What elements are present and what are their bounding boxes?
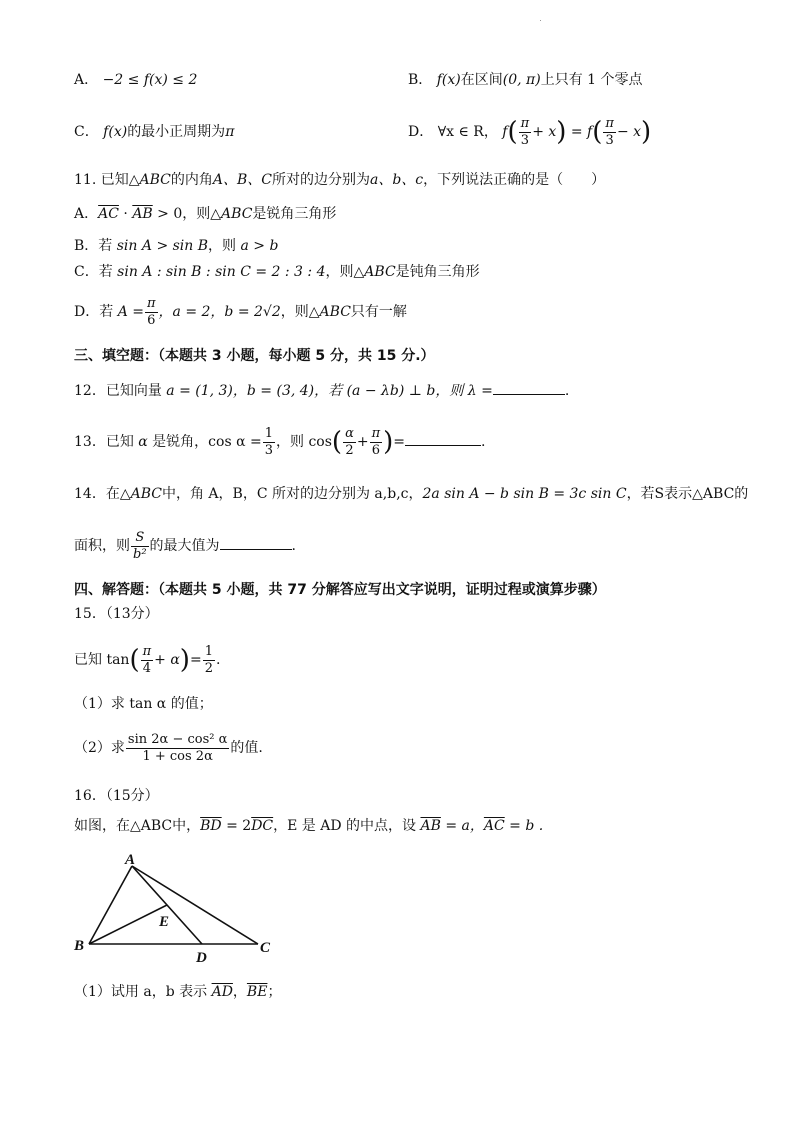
answer-blank[interactable] (493, 394, 565, 395)
frac-num: π (520, 115, 530, 131)
text: ，若S表示△ABC的 (626, 486, 749, 502)
answer-blank[interactable] (220, 549, 292, 550)
frac-den: b² (133, 546, 147, 562)
equals: = (189, 652, 202, 668)
option-f: f (502, 124, 508, 140)
vector-ad: $\overline{AD}$ (211, 984, 233, 1000)
text: ，则 (208, 238, 241, 254)
text: 的最大值为 (149, 538, 220, 554)
text: 中，角 A，B，C 所对的边分别为 a,b,c， (161, 486, 423, 502)
text: ，E 是 AD 的中点，设 (273, 818, 421, 834)
triangle-name: ABC (221, 206, 253, 222)
eq-f: = f (570, 124, 593, 140)
vector-b: ，b = (3, 4) (232, 383, 315, 399)
fraction (603, 116, 616, 149)
text: ； (267, 984, 282, 1000)
triangle-name: ABC (364, 264, 396, 280)
text: 是钝角三角形 (395, 264, 480, 280)
period: . (481, 434, 486, 450)
comma: ， (232, 984, 247, 1000)
text: （2）求 (74, 740, 125, 756)
option-fx: f(x) (103, 124, 128, 140)
fraction (370, 426, 383, 459)
q14-line2 (74, 526, 296, 566)
cond: sin A : sin B : sin C = 2 : 3 : 4 (117, 264, 326, 280)
period: . (215, 652, 221, 668)
text: 是锐角，cos α = (147, 434, 262, 450)
triangle-name: ABC (130, 486, 162, 502)
frac-num: π (146, 295, 156, 311)
equals: = (393, 434, 406, 450)
q12 (74, 381, 569, 401)
label-a: A (125, 852, 136, 868)
paren-right: ) (179, 645, 190, 675)
frac-den: 6 (371, 442, 380, 458)
text: ，下列说法正确的是（ ） (423, 172, 606, 188)
frac-den: 3 (264, 442, 274, 458)
text: 11. 已知△ (74, 172, 140, 188)
section-3-heading: 三、填空题：（本题共 3 小题，每小题 5 分，共 15 分.） (74, 348, 435, 364)
fraction (203, 644, 215, 677)
fraction (519, 116, 532, 149)
fraction (141, 644, 154, 677)
q15-number: 15．（13分） (74, 606, 159, 622)
section-4-heading: 四、解答题：（本题共 5 小题，共 77 分解答应写出文字说明，证明过程或演算步骤） (74, 582, 606, 598)
frac-den: 1 + cos 2α (142, 748, 213, 764)
fraction (131, 530, 149, 563)
segment-be (89, 905, 170, 944)
frac-den: 2 (204, 660, 213, 676)
a-eq: A = (117, 304, 144, 320)
vector-a: a = (1, 3) (166, 383, 233, 399)
option-letter: D． (408, 124, 434, 140)
sides: a、b、c (369, 172, 424, 188)
option-pi: π (225, 124, 235, 140)
frac-den: 3 (605, 132, 614, 148)
minus-x: − x (616, 124, 642, 140)
label-b: B (74, 938, 85, 954)
q11-option-b (74, 236, 278, 256)
plus: + (356, 434, 369, 450)
option-text: 的最小正周期为 (127, 124, 226, 140)
option-letter: D．若 (74, 304, 118, 320)
text: ，则 cos (276, 434, 332, 450)
triangle-figure (70, 848, 290, 968)
conditions: ，a = 2，b = 2√2 (158, 304, 281, 320)
option-math: −2 ≤ f(x) ≤ 2 (102, 72, 198, 88)
q15-part2 (74, 728, 263, 768)
text: = a， (440, 818, 484, 834)
vector-bd: $\overline{BD}$ (200, 818, 222, 834)
option-10-c (74, 122, 234, 142)
option-interval: (0, π) (502, 72, 541, 88)
frac-num: S (131, 530, 149, 547)
q13 (74, 422, 485, 462)
result: a > b (240, 238, 279, 254)
paren-left: ( (129, 645, 140, 675)
text: 12．已知向量 (74, 383, 167, 399)
frac-num: π (142, 643, 152, 659)
cond: > 0 (152, 206, 183, 222)
frac-num: sin 2α − cos² α (127, 731, 228, 747)
vector-ab: $\overline{AB}$ (132, 206, 153, 222)
frac-num: 1 (204, 643, 213, 659)
text: 所对的边分别为 (271, 172, 370, 188)
q11-option-d (74, 294, 407, 330)
q11-option-c (74, 262, 480, 282)
paren-right: ) (383, 427, 394, 457)
option-10-b (408, 70, 643, 90)
option-letter: A． (74, 72, 99, 88)
text: 只有一解 (350, 304, 407, 320)
frac-num: π (371, 425, 381, 441)
text: ，则△ (325, 264, 365, 280)
dot: · (118, 206, 133, 222)
text: （1）试用 a，b 表示 (74, 984, 212, 1000)
q16-part1 (74, 982, 281, 1002)
paren-left: ( (331, 427, 343, 457)
text: = 2 (221, 818, 252, 834)
option-text: 在区间 (460, 72, 503, 88)
cond: sin A > sin B (116, 238, 209, 254)
condition: ，若 (a − λb) ⊥ b (314, 383, 436, 399)
frac-num: 1 (264, 425, 274, 441)
text: ，则△ (182, 206, 222, 222)
vector-ac: $\overline{AC}$ (98, 206, 119, 222)
frac-num: π (605, 115, 614, 131)
q11-option-a (74, 204, 336, 224)
paren-left: ( (592, 117, 603, 147)
vector-be: $\overline{BE}$ (246, 984, 268, 1000)
paren-left: ( (507, 117, 518, 147)
vector-dc: $\overline{DC}$ (251, 818, 274, 834)
fraction (263, 426, 275, 459)
frac-den: 6 (147, 312, 156, 328)
frac-den: 2 (345, 442, 354, 458)
q11-stem (74, 170, 605, 190)
q16-number: 16．（15分） (74, 788, 159, 804)
text: = b . (504, 818, 544, 834)
text: 14．在△ (74, 486, 131, 502)
ask: ，则 λ = (435, 383, 493, 399)
q15-given (74, 640, 220, 680)
text: 是锐角三角形 (252, 206, 337, 222)
triangle-name: ABC (319, 304, 351, 320)
text: ，则△ (280, 304, 320, 320)
equation: 2a sin A − b sin B = 3c sin C (422, 486, 627, 502)
vector-ab: $\overline{AB}$ (420, 818, 441, 834)
option-letter: B．若 (74, 238, 117, 254)
period: . (564, 383, 570, 399)
plus-x: + x (532, 124, 557, 140)
paren-right: ) (641, 117, 652, 147)
option-10-d (408, 114, 651, 150)
option-letter: C．若 (74, 264, 118, 280)
answer-blank[interactable] (405, 445, 481, 446)
text: 的内角 (170, 172, 213, 188)
angles: A、B、C (212, 172, 272, 188)
option-text: 上只有 1 个零点 (540, 72, 643, 88)
q14-line1 (74, 484, 748, 504)
text: 13．已知 (74, 434, 139, 450)
label-c: C (260, 940, 271, 956)
q15-part1: （1）求 tan α 的值； (74, 696, 213, 712)
frac-den: 3 (520, 132, 530, 148)
text: 面积，则 (74, 538, 130, 554)
fraction (343, 426, 356, 459)
option-letter: C． (74, 124, 99, 140)
vector-ac: $\overline{AC}$ (483, 818, 505, 834)
option-10-a (74, 70, 197, 90)
text: 已知 tan (74, 652, 130, 668)
alpha: α (138, 434, 148, 450)
option-letter: B． (408, 72, 433, 88)
option-letter: A． (74, 206, 99, 222)
fraction (145, 296, 158, 329)
option-forall: ∀x ∈ R， (437, 124, 498, 140)
fraction (126, 732, 229, 765)
edge-ab (89, 866, 132, 944)
label-e: E (159, 914, 170, 930)
paren-right: ) (556, 117, 567, 147)
option-fx: f(x) (436, 72, 461, 88)
edge-ac (132, 866, 258, 944)
frac-den: 4 (142, 660, 152, 676)
label-d: D (196, 950, 207, 966)
text: 如图，在△ABC中， (74, 818, 201, 834)
plus-alpha: + α (154, 652, 180, 668)
scan-dot (540, 20, 541, 21)
period: . (291, 538, 296, 554)
q16-stem (74, 816, 543, 836)
text: 的值. (230, 740, 263, 756)
triangle-name: ABC (139, 172, 171, 188)
frac-num: α (345, 425, 354, 441)
